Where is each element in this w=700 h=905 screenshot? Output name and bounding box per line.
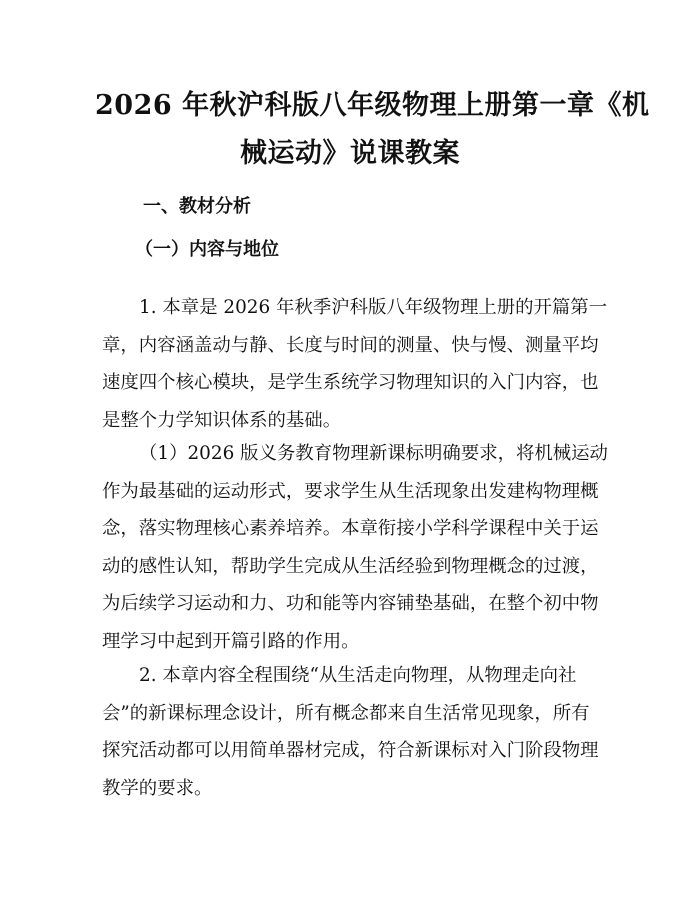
paragraph-line: 章，内容涵盖动与静、长度与时间的测量、快与慢、测量平均 (102, 334, 599, 356)
paragraph-line: 是整个力学知识体系的基础。 (102, 409, 342, 431)
title-line: 2026 年秋沪科版八年级物理上册第一章《机 (95, 90, 650, 121)
paragraph-content-scope (102, 289, 608, 439)
paragraph-line: 速度四个核心模块，是学生系统学习物理知识的入门内容，也 (102, 372, 599, 393)
paragraph-line: 念，落实物理核心素养培养。本章衔接小学科学课程中关于运 (102, 518, 599, 539)
paragraph-line: 理学习中起到开篇引路的作用。 (102, 630, 360, 652)
document-title (95, 82, 650, 178)
paragraph-line: 为后续学习运动和力、功和能等内容铺垫基础，在整个初中物 (102, 593, 599, 614)
paragraph-line: 教学的要求。 (102, 777, 213, 799)
section-heading: 一、教材分析 (143, 196, 251, 217)
paragraph-line: 2. 本章内容全程围绕“从生活走向物理，从物理走向社 (139, 665, 577, 686)
subsection-heading: （一）内容与地位 (135, 239, 279, 260)
paragraph-line: 探究活动都可以用简单器材完成，符合新课标对入门阶段物理 (102, 740, 599, 761)
paragraph-line: 作为最基础的运动形式，要求学生从生活现象出发建构物理概 (102, 480, 599, 502)
paragraph-design-concept (102, 657, 602, 807)
paragraph-curriculum-standard (102, 435, 608, 660)
paragraph-line: 会”的新课标理念设计，所有概念都来自生活常见现象，所有 (102, 702, 590, 724)
paragraph-line: 1. 本章是 2026 年秋季沪科版八年级物理上册的开篇第一 (139, 297, 608, 318)
paragraph-line: 动的感性认知，帮助学生完成从生活经验到物理概念的过渡， (102, 555, 599, 577)
paragraph-line: （1）2026 版义务教育物理新课标明确要求，将机械运动 (139, 443, 608, 464)
title-line: 械运动》说课教案 (240, 138, 460, 169)
